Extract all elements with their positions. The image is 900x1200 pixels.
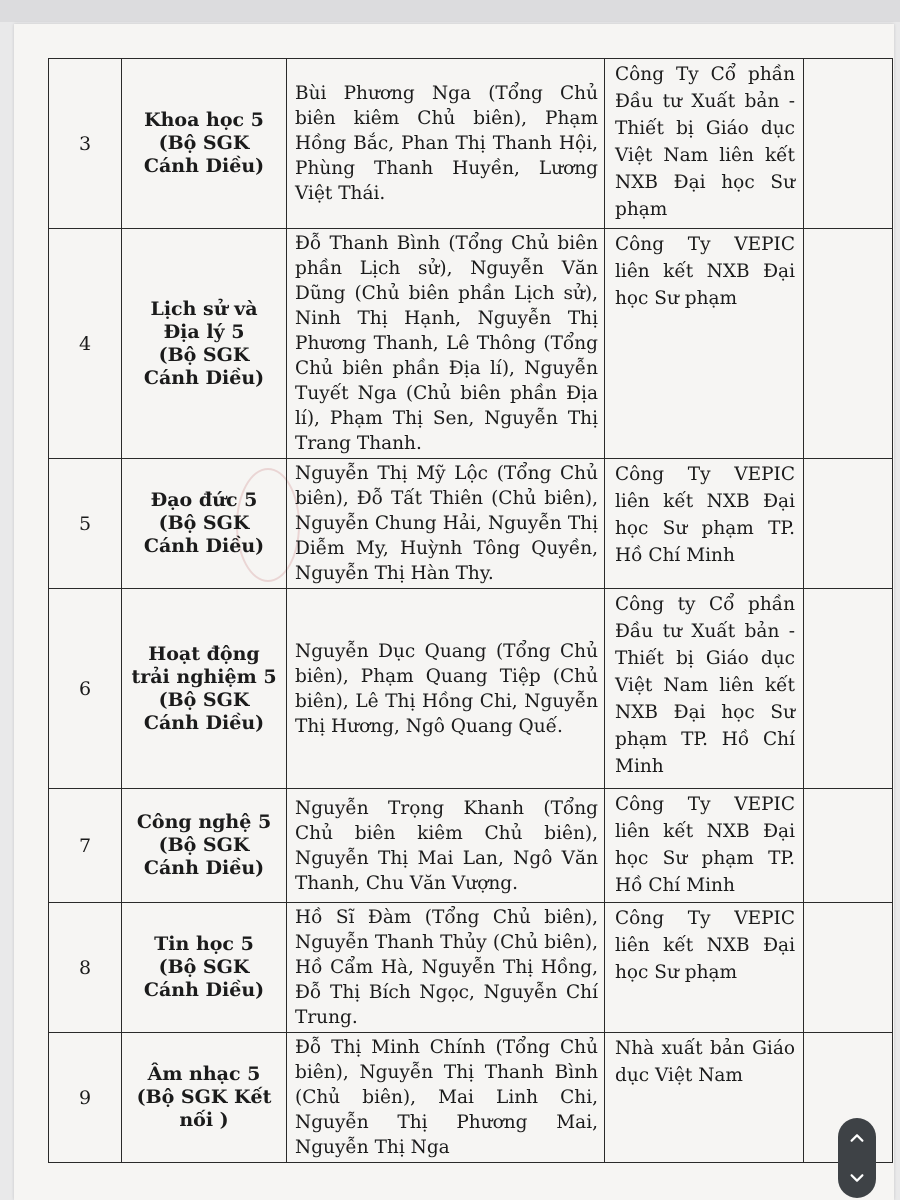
book-title-line: (Bộ SGK — [158, 132, 250, 154]
book-title — [122, 229, 287, 459]
book-title — [122, 59, 287, 229]
book-title — [122, 903, 287, 1033]
viewer-top-bar — [0, 0, 900, 22]
publisher-cell: Công Ty Cổ phần Đầu tư Xuất bản - Thiết bị Giáo dục Việt Nam liên kết NXB Đại học Sư phạm — [605, 59, 804, 229]
book-title-line: (Bộ SGK — [158, 834, 250, 856]
chevron-down-icon — [848, 1169, 866, 1187]
textbook-table — [48, 58, 893, 1163]
authors-cell: Nguyễn Dục Quang (Tổng Chủ biên), Phạm Quang Tiệp (Chủ biên), Lê Thị Hồng Chi, Nguyễn Thị Hương, Ngô Quang Quế. — [287, 589, 605, 789]
table-row — [49, 459, 893, 589]
book-title — [122, 459, 287, 589]
authors-cell: Đỗ Thị Minh Chính (Tổng Chủ biên), Nguyễn Thị Thanh Bình (Chủ biên), Mai Linh Chi, Nguyễn Thị Phương Mai, Nguyễn Thị Nga — [287, 1033, 605, 1163]
book-title-line: Cánh Diều) — [143, 155, 265, 177]
book-title-line: trải nghiệm 5 — [131, 665, 277, 688]
book-title — [122, 1033, 287, 1163]
row-number: 9 — [49, 1033, 122, 1163]
row-number: 4 — [49, 229, 122, 459]
note-cell — [804, 459, 893, 589]
authors-cell: Bùi Phương Nga (Tổng Chủ biên kiêm Chủ biên), Phạm Hồng Bắc, Phan Thị Thanh Hội, Phùng Thanh Huyền, Lương Việt Thái. — [287, 59, 605, 229]
publisher-cell: Nhà xuất bản Giáo dục Việt Nam — [605, 1033, 804, 1163]
book-title-line: Cánh Diều) — [143, 535, 265, 557]
book-title-line: (Bộ SGK — [158, 688, 250, 711]
row-number: 5 — [49, 459, 122, 589]
table-row — [49, 789, 893, 903]
table-row — [49, 903, 893, 1033]
table-row — [49, 1033, 893, 1163]
book-title-line: Âm nhạc 5 — [147, 1063, 261, 1085]
row-number: 6 — [49, 589, 122, 789]
note-cell — [804, 229, 893, 459]
book-title-line: Cánh Diều) — [143, 711, 265, 734]
page-scroll-control — [838, 1118, 876, 1198]
note-cell — [804, 59, 893, 229]
book-title-line: Cánh Diều) — [143, 366, 265, 389]
publisher-cell: Công Ty VEPIC liên kết NXB Đại học Sư phạm TP. Hồ Chí Minh — [605, 789, 804, 903]
book-title-line: (Bộ SGK — [158, 512, 250, 534]
chevron-up-icon — [848, 1129, 866, 1147]
book-title-line: Lịch sử và — [150, 297, 258, 320]
publisher-cell: Công Ty VEPIC liên kết NXB Đại học Sư phạm TP. Hồ Chí Minh — [605, 459, 804, 589]
table-row — [49, 59, 893, 229]
scroll-up-button[interactable] — [842, 1123, 872, 1153]
note-cell — [804, 789, 893, 903]
publisher-cell: Công Ty VEPIC liên kết NXB Đại học Sư phạm — [605, 229, 804, 459]
book-title — [122, 789, 287, 903]
table-row — [49, 589, 893, 789]
authors-cell: Nguyễn Trọng Khanh (Tổng Chủ biên kiêm Chủ biên), Nguyễn Thị Mai Lan, Ngô Văn Thanh, Chu Văn Vượng. — [287, 789, 605, 903]
authors-cell: Hồ Sĩ Đàm (Tổng Chủ biên), Nguyễn Thanh Thủy (Chủ biên), Hồ Cẩm Hà, Nguyễn Thị Hồng, Đỗ Thị Bích Ngọc, Nguyễn Chí Trung. — [287, 903, 605, 1033]
book-title-line: Khoa học 5 — [144, 109, 264, 131]
book-title-line: Công nghệ 5 — [136, 811, 272, 833]
table-row — [49, 229, 893, 459]
book-title-line: Địa lý 5 — [163, 320, 245, 343]
book-title-line: nối ) — [179, 1109, 229, 1131]
row-number: 3 — [49, 59, 122, 229]
book-title-line: (Bộ SGK — [158, 956, 250, 978]
book-title-line: Hoạt động — [148, 642, 260, 665]
publisher-cell: Công Ty VEPIC liên kết NXB Đại học Sư phạm — [605, 903, 804, 1033]
book-title-line: (Bộ SGK Kết — [136, 1086, 272, 1108]
publisher-cell: Công ty Cổ phần Đầu tư Xuất bản - Thiết bị Giáo dục Việt Nam liên kết NXB Đại học Sư phạm TP. Hồ Chí Minh — [605, 589, 804, 789]
authors-cell: Nguyễn Thị Mỹ Lộc (Tổng Chủ biên), Đỗ Tất Thiên (Chủ biên), Nguyễn Chung Hải, Nguyễn Thị Diễm My, Huỳnh Tông Quyền, Nguyễn Thị Hàn Thy. — [287, 459, 605, 589]
book-title-line: (Bộ SGK — [158, 343, 250, 366]
book-title — [122, 589, 287, 789]
book-title-line: Cánh Diều) — [143, 857, 265, 879]
row-number: 8 — [49, 903, 122, 1033]
authors-cell: Đỗ Thanh Bình (Tổng Chủ biên phần Lịch sử), Nguyễn Văn Dũng (Chủ biên phần Lịch sử), Ninh Thị Hạnh, Nguyễn Thị Phương Thanh, Lê Thông (Tổng Chủ biên phần Địa lí), Nguyễn Tuyết Nga (Chủ biên phần Địa lí), Phạm Thị Sen, Nguyễn Thị Trang Thanh. — [287, 229, 605, 459]
scroll-down-button[interactable] — [842, 1163, 872, 1193]
note-cell — [804, 589, 893, 789]
book-title-line: Tin học 5 — [154, 933, 254, 955]
book-title-line: Đạo đức 5 — [150, 489, 258, 511]
row-number: 7 — [49, 789, 122, 903]
book-title-line: Cánh Diều) — [143, 979, 265, 1001]
note-cell — [804, 903, 893, 1033]
